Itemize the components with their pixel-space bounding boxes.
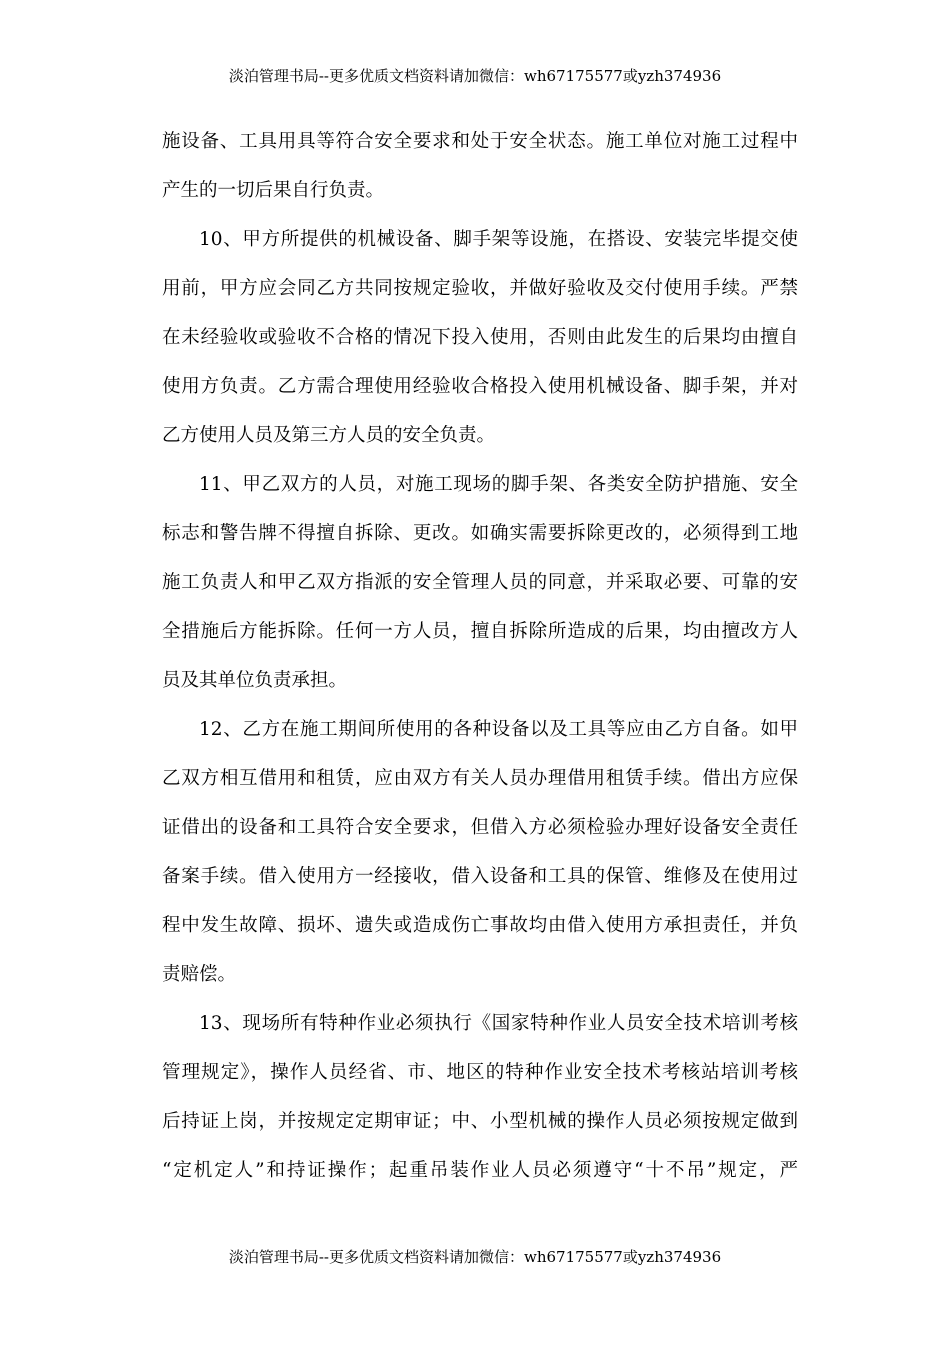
document-body (162, 117, 798, 1195)
body-line: 员及其单位负责承担。 (162, 670, 348, 691)
body-line: 施设备、工具用具等符合安全要求和处于安全状态。施工单位对施工过程中 (162, 131, 798, 152)
body-line: 11、甲乙双方的人员，对施工现场的脚手架、各类安全防护措施、安全 (199, 474, 798, 495)
body-line: 后持证上岗，并按规定定期审证；中、小型机械的操作人员必须按规定做到 (162, 1111, 798, 1132)
body-line: 备案手续。借入使用方一经接收，借入设备和工具的保管、维修及在使用过 (162, 866, 798, 887)
body-line: 管理规定》，操作人员经省、市、地区的特种作业安全技术考核站培训考核 (162, 1062, 798, 1083)
body-line: 证借出的设备和工具符合安全要求，但借入方必须检验办理好设备安全责任 (162, 817, 798, 838)
body-line: 乙方使用人员及第三方人员的安全负责。 (162, 425, 496, 446)
page-footer: 淡泊管理书局--更多优质文档资料请加微信：wh67175577或yzh374936 (228, 1248, 722, 1266)
body-line: 标志和警告牌不得擅自拆除、更改。如确实需要拆除更改的，必须得到工地 (162, 523, 798, 544)
page-header: 淡泊管理书局--更多优质文档资料请加微信：wh67175577或yzh374936 (228, 67, 722, 85)
body-line: 产生的一切后果自行负责。 (162, 180, 385, 201)
body-line: 施工负责人和甲乙双方指派的安全管理人员的同意，并采取必要、可靠的安 (162, 572, 798, 593)
body-line: 在未经验收或验收不合格的情况下投入使用，否则由此发生的后果均由擅自 (162, 327, 798, 348)
body-line: 用前，甲方应会同乙方共同按规定验收，并做好验收及交付使用手续。严禁 (162, 278, 798, 299)
body-line: 责赔偿。 (162, 964, 237, 985)
body-line: 乙双方相互借用和租赁，应由双方有关人员办理借用租赁手续。借出方应保 (162, 768, 798, 789)
body-line: 10、甲方所提供的机械设备、脚手架等设施，在搭设、安装完毕提交使 (199, 229, 798, 250)
body-line: 全措施后方能拆除。任何一方人员，擅自拆除所造成的后果，均由擅改方人 (162, 621, 798, 642)
body-line: 12、乙方在施工期间所使用的各种设备以及工具等应由乙方自备。如甲 (199, 719, 798, 740)
body-line: 使用方负责。乙方需合理使用经验收合格投入使用机械设备、脚手架，并对 (162, 376, 798, 397)
body-line: “定机定人”和持证操作；起重吊装作业人员必须遵守“十不吊”规定，严 (162, 1160, 798, 1181)
body-line: 程中发生故障、损坏、遗失或造成伤亡事故均由借入使用方承担责任，并负 (162, 915, 798, 936)
body-line: 13、现场所有特种作业必须执行《国家特种作业人员安全技术培训考核 (199, 1013, 798, 1034)
